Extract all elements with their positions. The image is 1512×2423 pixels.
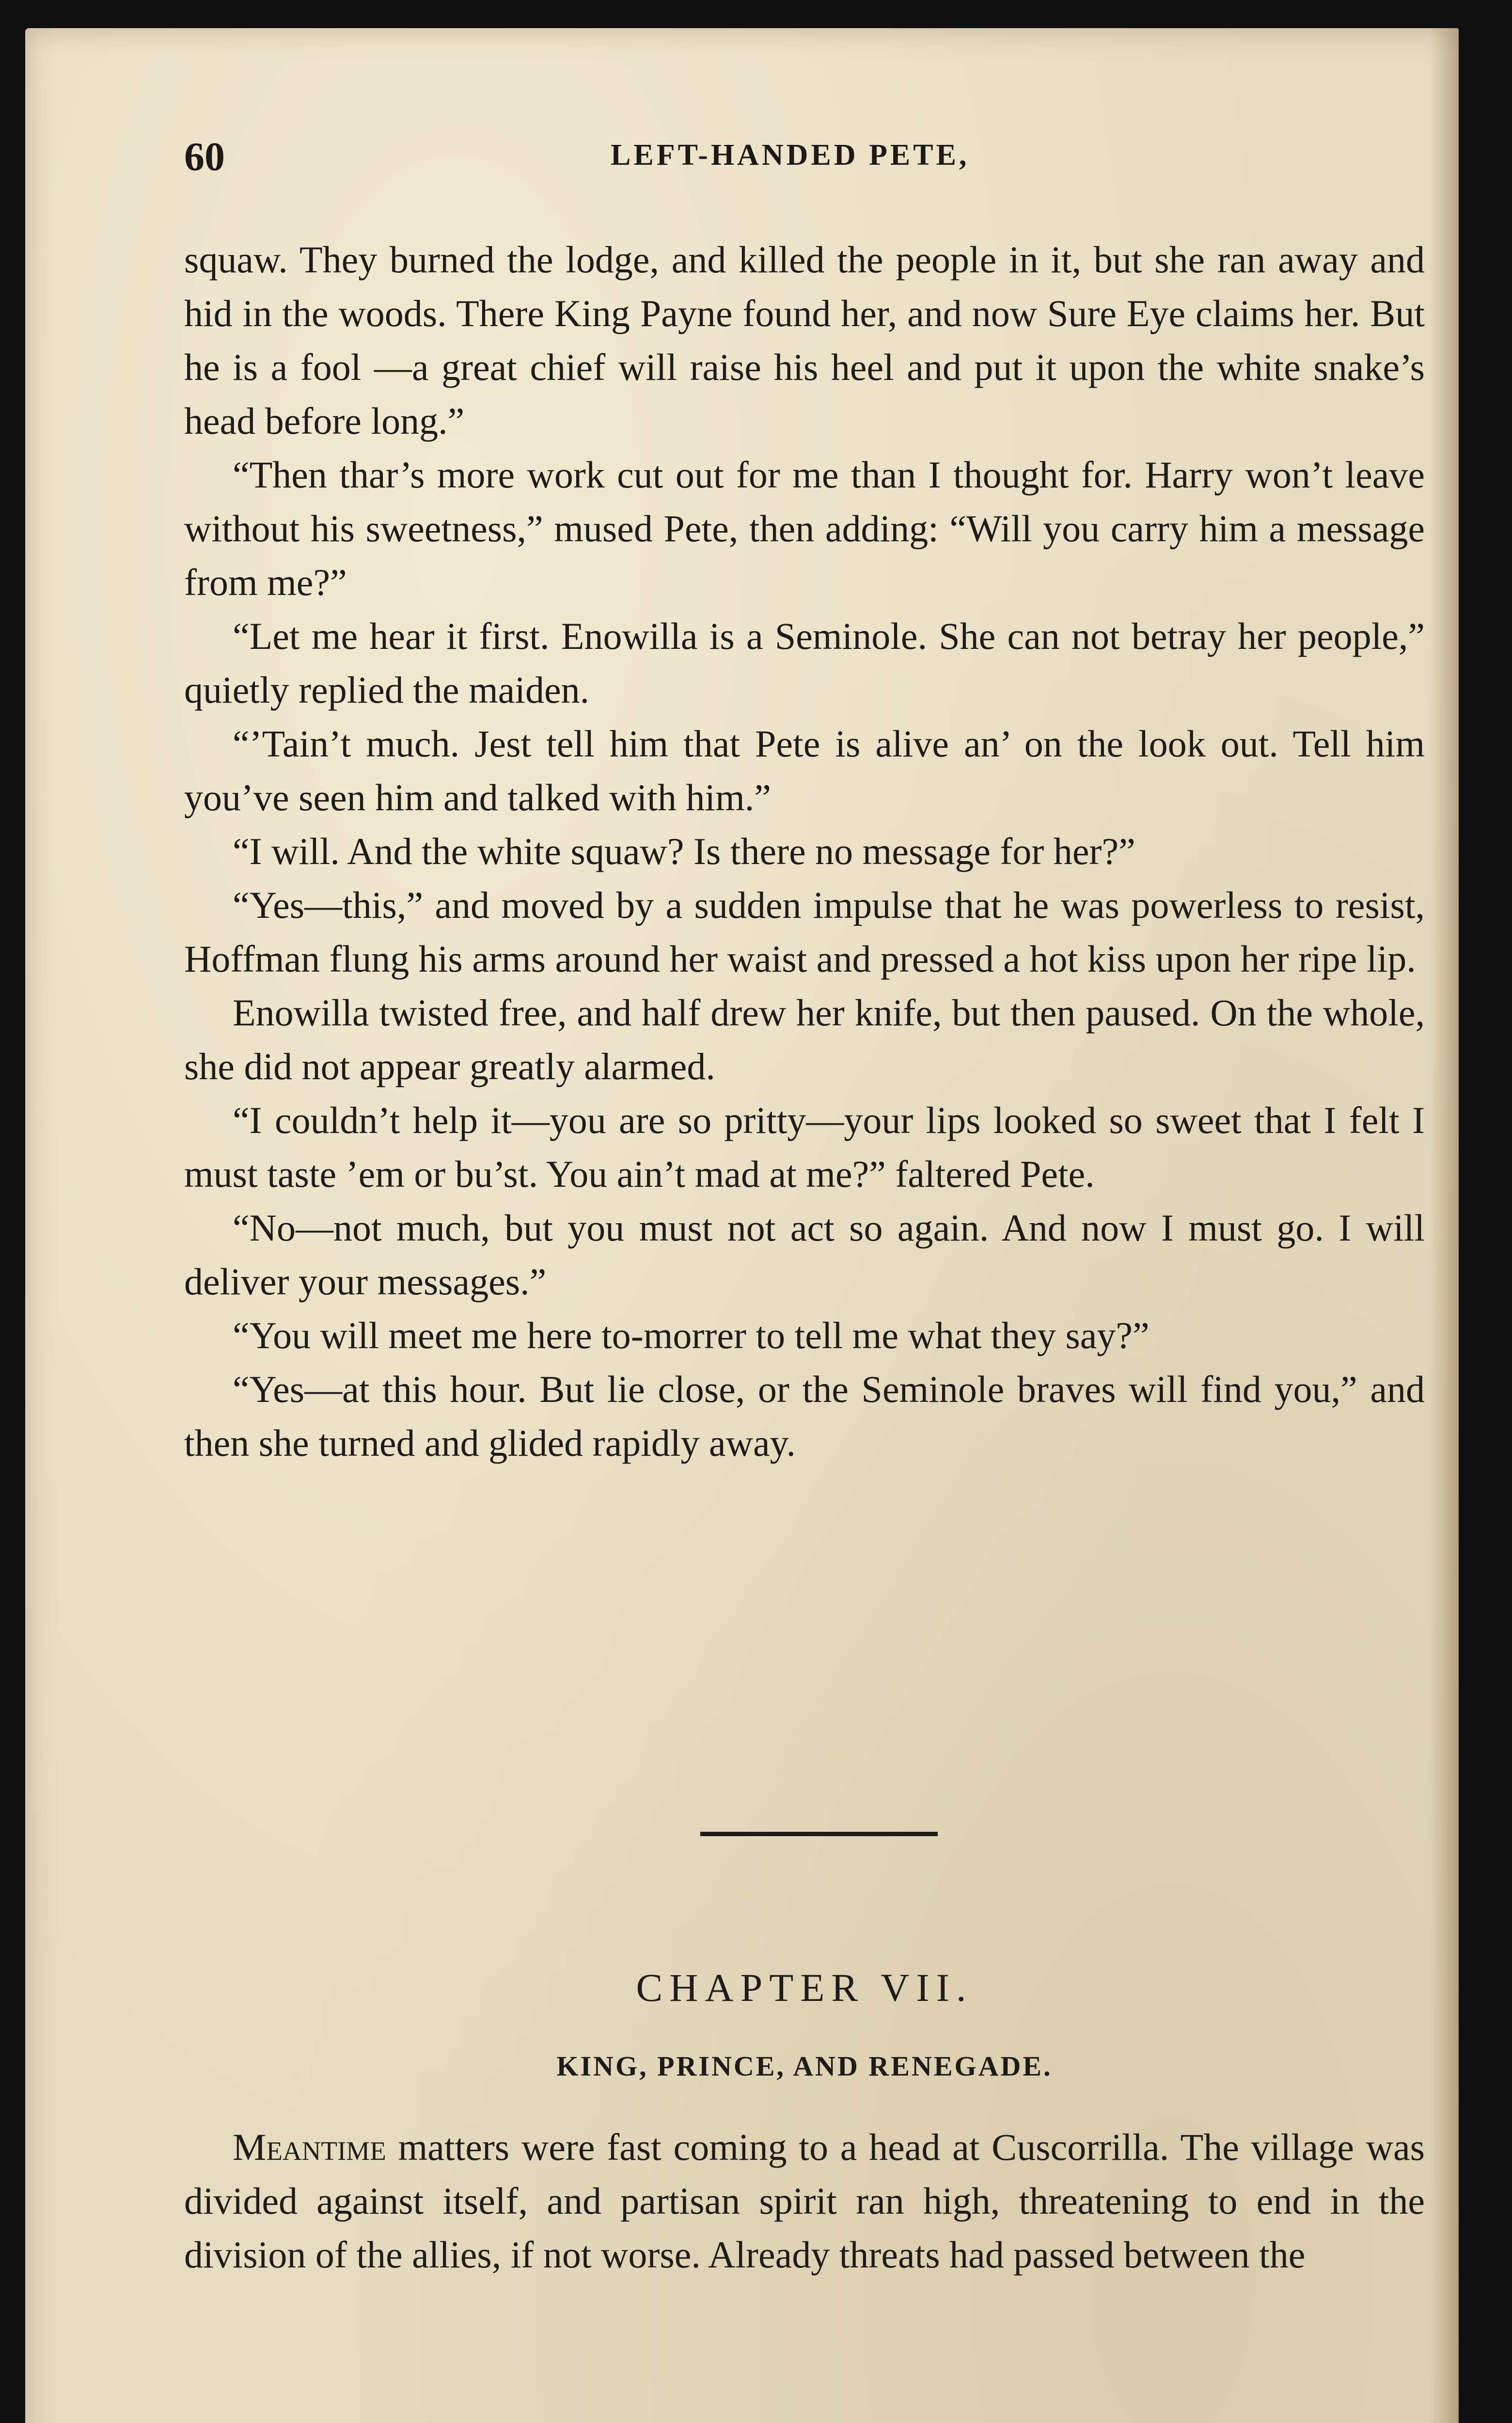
chapter-text	[184, 2120, 1425, 2281]
paragraph: “Let me hear it first. Enowilla is a Seminole. She can not betray her people,” quietly replied the maiden.	[184, 615, 1425, 711]
opening-word: Meantime	[233, 2126, 386, 2168]
chapter-subtitle: KING, PRINCE, AND RENEGADE.	[556, 2050, 1053, 2082]
paragraph: Enowilla twisted free, and half drew her knife, but then paused. On the whole, she did not appear greatly alarmed.	[184, 991, 1425, 1087]
paragraph: “Yes—at this hour. But lie close, or the Seminole braves will find you,” and then she turned and glided rapidly away.	[184, 1368, 1425, 1464]
opening-text: matters were fast coming to a head at Cuscorrilla. The village was divided against itself, and partisan spirit ran high, threatening to end in the division of the allies, if not worse. Already threats had passed between the	[184, 2126, 1425, 2276]
paragraph: “No—not much, but you must not act so again. And now I must go. I will deliver your messages.”	[184, 1207, 1425, 1303]
paragraph: “’Tain’t much. Jest tell him that Pete is alive an’ on the look out. Tell him you’ve seen him and talked with him.”	[184, 723, 1425, 818]
paragraph: “You will meet me here to-morrer to tell me what they say?”	[233, 1314, 1150, 1356]
section-divider	[700, 1832, 938, 1836]
paragraph: squaw. They burned the lodge, and killed the people in it, but she ran away and hid in the woods. There King Payne found her, and now Sure Eye claims her. But he is a fool —a great chief will raise his heel and put it upon the white snake’s head before long.”	[184, 238, 1425, 442]
paragraph: “I couldn’t help it—you are so pritty—your lips looked so sweet that I felt I must taste ’em or bu’st. You ain’t mad at me?” faltered Pete.	[184, 1099, 1425, 1195]
page-number: 60	[184, 134, 225, 179]
chapter-opening-paragraph	[184, 2120, 1425, 2281]
body-text	[184, 233, 1425, 1470]
paragraph: “Then thar’s more work cut out for me than I thought for. Harry won’t leave without his sweetness,” mused Pete, then adding: “Will you carry him a message from me?”	[184, 454, 1425, 603]
paragraph: “Yes—this,” and moved by a sudden impulse that he was powerless to resist, Hoffman flung his arms around her waist and pressed a hot kiss upon her ripe lip.	[184, 884, 1425, 980]
running-head: LEFT-HANDED PETE,	[611, 139, 970, 172]
page-header	[184, 133, 1425, 206]
paragraph: “I will. And the white squaw? Is there no message for her?”	[233, 830, 1135, 872]
chapter-title: CHAPTER VII.	[636, 1966, 973, 2010]
page-edge-shadow	[1430, 28, 1459, 2423]
